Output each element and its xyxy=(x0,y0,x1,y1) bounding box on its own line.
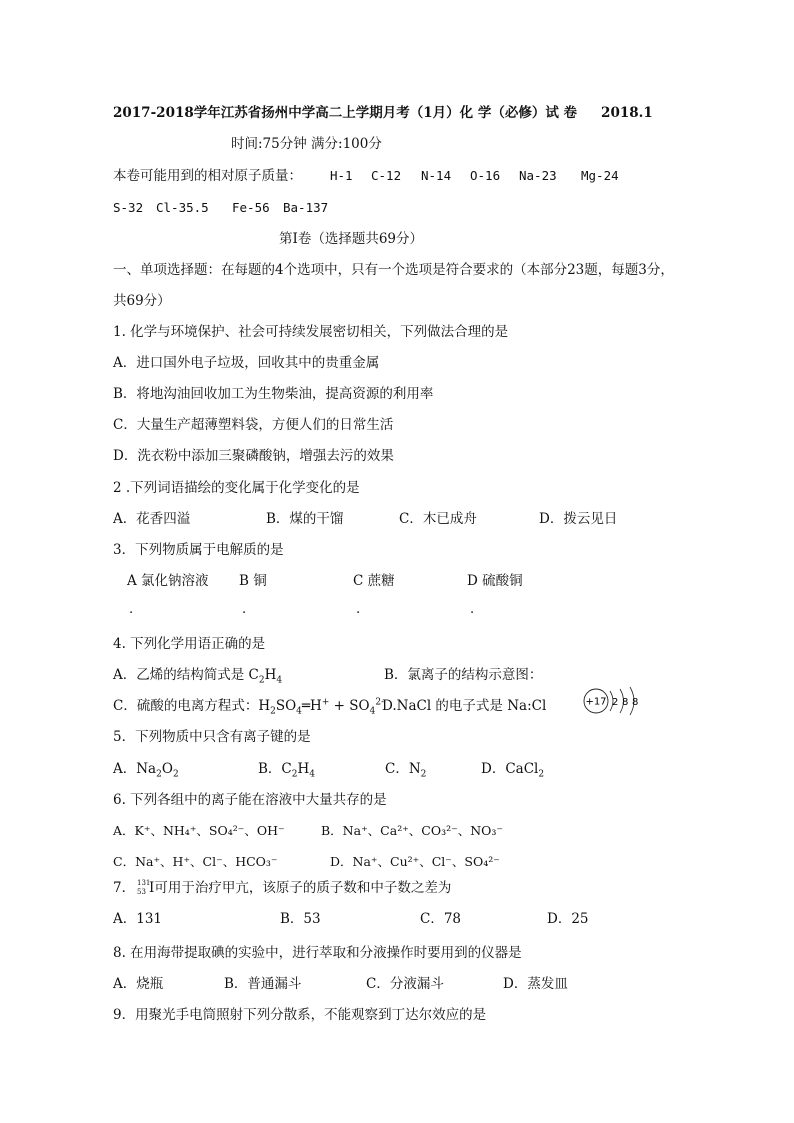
section-title: 第Ⅰ卷（选择题共69分） xyxy=(279,231,424,247)
q5-option-b xyxy=(258,760,315,778)
q4-a-sub1: 2 xyxy=(258,675,265,686)
q6-option-d: D．Na⁺、Cu²⁺、Cl⁻、SO₄²⁻ xyxy=(330,854,500,869)
q3-option-c: C 蔗糖 xyxy=(353,573,395,589)
exam-title xyxy=(113,104,653,122)
q4-c-so: SO xyxy=(275,698,297,714)
instruction-line-1: 一、单项选择题：在每题的4个选项中，只有一个选项是符合要求的（本部分23题，每题3分， xyxy=(113,262,674,278)
q5-a-o: O xyxy=(161,761,173,777)
q2-option-c: C．木已成舟 xyxy=(399,511,477,527)
q4-c-sup2: 2- xyxy=(375,697,385,708)
shell-2-count: 8 xyxy=(622,697,629,708)
q2-option-a: A．花香四溢 xyxy=(113,511,191,527)
q5-stem: 5．下列物质中只含有离子键的是 xyxy=(113,729,311,745)
q8-option-a: A．烧瓶 xyxy=(113,976,164,992)
q4-c-so2: + SO xyxy=(329,698,370,714)
q5-c-sub1: 2 xyxy=(420,769,427,780)
q7-atomic-number: 53 xyxy=(137,888,146,896)
q5-option-a xyxy=(113,760,179,778)
nucleus-charge: +17 xyxy=(585,696,607,708)
q4-c-sub1: 2 xyxy=(270,706,276,717)
q5-b-h: H xyxy=(297,761,310,777)
q7-option-c: C．78 xyxy=(420,911,462,927)
q8-option-c: C．分液漏斗 xyxy=(366,976,444,992)
mass-c: C-12 xyxy=(371,168,402,183)
q5-b-sub1: 2 xyxy=(291,769,298,780)
mass-na: Na-23 xyxy=(519,168,557,183)
q3-dot-d: . xyxy=(470,602,475,617)
mass-fe: Fe-56 xyxy=(232,200,270,215)
q7-mass-number: 131 xyxy=(137,879,151,887)
q3-option-a: A 氯化钠溶液 xyxy=(127,573,209,589)
q4-c-eq: ═H xyxy=(301,698,322,714)
q3-dot-c: . xyxy=(356,602,361,617)
q8-option-b: B．普通漏斗 xyxy=(224,976,302,992)
q7-line xyxy=(113,879,135,897)
q2-option-b: B．煤的干馏 xyxy=(266,511,344,527)
q5-b-sub2: 4 xyxy=(309,769,315,780)
time-score: 时间:75分钟 满分:100分 xyxy=(231,136,382,152)
q7-stem: I可用于治疗甲亢，该原子的质子数和中子数之差为 xyxy=(149,880,452,896)
q1-option-c: C．大量生产超薄塑料袋，方便人们的日常生活 xyxy=(113,417,394,433)
q4-c-sub3: 4 xyxy=(369,706,376,717)
q3-option-b: B 铜 xyxy=(239,573,267,589)
q5-d-sub1: 2 xyxy=(538,769,545,780)
q6-option-a: A．K⁺、NH₄⁺、SO₄²⁻、OH⁻ xyxy=(113,823,285,838)
q5-b-c: B．C xyxy=(258,761,292,777)
q4-option-b: B．氯离子的结构示意图： xyxy=(384,667,543,683)
atomic-mass-line-1 xyxy=(113,167,302,185)
mass-n: N-14 xyxy=(421,168,452,183)
q8-stem: 8. 在用海带提取碘的实验中，进行萃取和分液操作时要用到的仪器是 xyxy=(113,945,522,961)
q1-option-b: B．将地沟油回收加工为生物柴油，提高资源的利用率 xyxy=(113,386,434,402)
instruction-line-2: 共69分） xyxy=(113,293,171,309)
q3-option-d: D 硫酸铜 xyxy=(467,573,523,589)
q5-option-c xyxy=(385,760,426,778)
q6-option-b: B．Na⁺、Ca²⁺、CO₃²⁻、NO₃⁻ xyxy=(321,823,504,838)
q1-stem: 1. 化学与环境保护、社会可持续发展密切相关，下列做法合理的是 xyxy=(113,324,509,340)
q7-option-b: B．53 xyxy=(280,911,321,927)
q2-option-d: D．拨云见日 xyxy=(539,511,618,527)
shell-3-count: 8 xyxy=(632,697,639,708)
q5-d-cacl: D．CaCl xyxy=(481,761,539,777)
q1-option-d: D．洗衣粉中添加三聚磷酸钠，增强去污的效果 xyxy=(113,448,394,464)
q4-a-sub2: 4 xyxy=(276,675,283,686)
q7-option-d: D．25 xyxy=(547,911,589,927)
atomic-mass-label: 本卷可能用到的相对原子质量： xyxy=(113,168,302,184)
q8-option-d: D．蒸发皿 xyxy=(503,976,568,992)
mass-mg: Mg-24 xyxy=(581,168,619,183)
q3-stem: 3．下列物质属于电解质的是 xyxy=(113,542,284,558)
mass-s: S-32 xyxy=(113,200,144,215)
q5-c-n: C．N xyxy=(385,761,421,777)
q6-option-c: C．Na⁺、H⁺、Cl⁻、HCO₃⁻ xyxy=(113,854,278,869)
q5-option-d xyxy=(481,760,544,778)
q5-a-na: A．Na xyxy=(113,761,157,777)
q4-a-text: A．乙烯的结构简式是 C xyxy=(113,667,259,683)
q7-option-a: A．131 xyxy=(113,911,163,927)
q4-option-a xyxy=(113,666,282,684)
q4-c-sup1: + xyxy=(321,697,330,708)
q4-c-text: C．硫酸的电离方程式：H xyxy=(113,698,271,714)
q6-stem: 6. 下列各组中的离子能在溶液中大量共存的是 xyxy=(113,792,387,808)
mass-ba: Ba-137 xyxy=(283,200,329,215)
q4-option-d: D.NaCl 的电子式是 Na:Cl xyxy=(382,698,547,714)
q3-dot-b: . xyxy=(242,602,247,617)
chloride-ion-diagram xyxy=(580,682,644,726)
exam-date: 2018.1 xyxy=(601,105,653,121)
q5-a-sub2: 2 xyxy=(172,769,179,780)
q4-a-h: H xyxy=(264,667,277,683)
q9-stem: 9．用聚光手电筒照射下列分散系，不能观察到丁达尔效应的是 xyxy=(113,1007,487,1023)
q5-a-sub1: 2 xyxy=(156,769,162,780)
chloride-ion-svg xyxy=(580,682,644,722)
mass-cl: Cl-35.5 xyxy=(156,200,209,215)
q4-option-c xyxy=(113,697,384,715)
exam-title-text: 2017-2018学年江苏省扬州中学高二上学期月考（1月）化 学（必修）试 卷 xyxy=(113,105,578,121)
mass-h: H-1 xyxy=(330,168,353,183)
shell-1-count: 2 xyxy=(612,697,619,708)
q7-number: 7． xyxy=(113,880,136,896)
mass-o: O-16 xyxy=(470,168,501,183)
q4-c-sub2: 4 xyxy=(296,706,302,717)
q3-dot-a: . xyxy=(129,602,134,617)
q2-stem: 2 .下列词语描绘的变化属于化学变化的是 xyxy=(113,480,360,496)
q4-stem: 4. 下列化学用语正确的是 xyxy=(113,636,266,652)
q1-option-a: A．进口国外电子垃圾，回收其中的贵重金属 xyxy=(113,355,380,371)
